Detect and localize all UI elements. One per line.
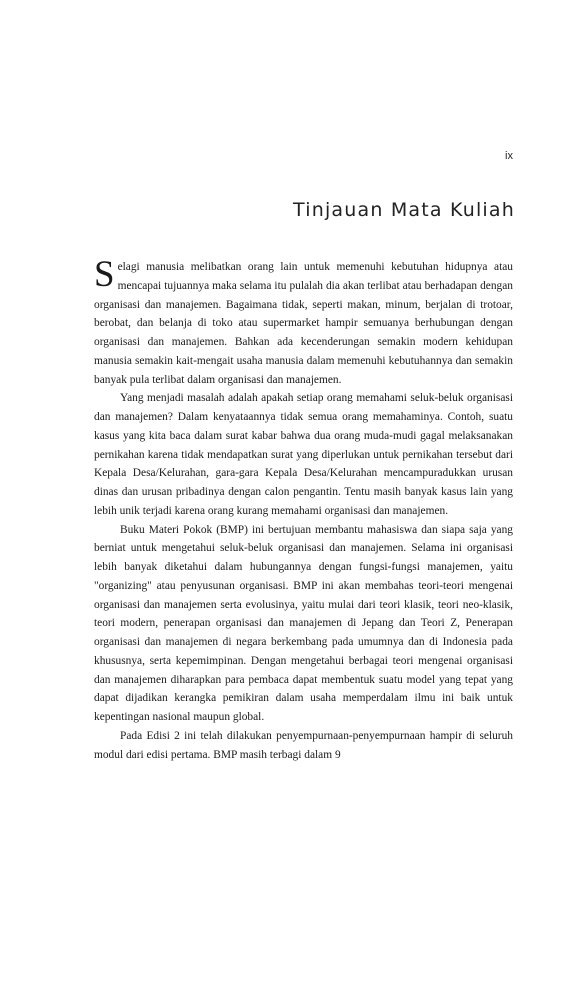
- body-text: [94, 254, 513, 764]
- paragraph-1: [94, 254, 513, 389]
- paragraph-3: Buku Materi Pokok (BMP) ini bertujuan membantu mahasiswa dan siapa saja yang berniat untuk mengetahui seluk-beluk organisasi dan manajemen. Selama ini organisasi lebih banyak diketahui dalam hubungannya dengan fungsi-fungsi manajemen, yaitu "organizing" atau penyusunan organisasi. BMP ini akan membahas teori-teori mengenai organisasi dan manajemen serta evolusinya, yaitu mulai dari teori klasik, teori neo-klasik, teori modern, penerapan organisasi dan manajemen di Jepang dan Teori Z, Penerapan organisasi dan manajemen di negara berkembang pada umumnya dan di Indonesia pada khususnya, serta kepemimpinan. Dengan mengetahui berbagai teori mengenai organisasi dan manajemen diharapkan para pembaca dapat membentuk suatu model yang tepat yang dapat dijadikan kerangka pemikiran dalam usaha memperdalam ilmu ini baik untuk kepentingan nasional maupun global.: [94, 523, 513, 723]
- page-title: Tinjauan Mata Kuliah: [293, 199, 515, 221]
- paragraph-4: Pada Edisi 2 ini telah dilakukan penyempurnaan-penyempurnaan hampir di seluruh modul dari edisi pertama. BMP masih terbagi dalam 9: [94, 729, 513, 761]
- drop-cap: S: [94, 254, 115, 295]
- paragraph-2: Yang menjadi masalah adalah apakah setiap orang memahami seluk-beluk organisasi dan manajemen? Dalam kenyataannya tidak semua orang memahaminya. Contoh, suatu kasus yang kita baca dalam surat kabar bahwa dua orang muda-mudi gagal melaksanakan pernikahan karena tidak mendapatkan surat yang diperlukan untuk pernikahan tersebut dari Kepala Desa/Kelurahan, gara-gara Kepala Desa/Kelurahan mencampuradukkan urusan dinas dan urusan pribadinya dengan calon pengantin. Tentu masih banyak kasus lain yang lebih unik terjadi karena orang kurang memahami organisasi dan manajemen.: [94, 392, 513, 517]
- paragraph-1-text: elagi manusia melibatkan orang lain untuk memenuhi kebutuhan hidupnya atau mencapai tujuannya maka selama itu pulalah dia akan terlibat atau berhadapan dengan organisasi dan manajemen. Bagaimana tidak, seperti makan, minum, berjalan di trotoar, berobat, dan belanja di toko atau supermarket hampir semuanya berhubungan dengan organisasi dan manajemen. Bahkan ada kecenderungan semakin modern kehidupan manusia semakin kait-mengait usaha manusia dalam memenuhi kebutuhannya dan semakin banyak pula terlibat dalam organisasi dan manajemen.: [94, 261, 513, 386]
- page-number: ix: [505, 150, 513, 162]
